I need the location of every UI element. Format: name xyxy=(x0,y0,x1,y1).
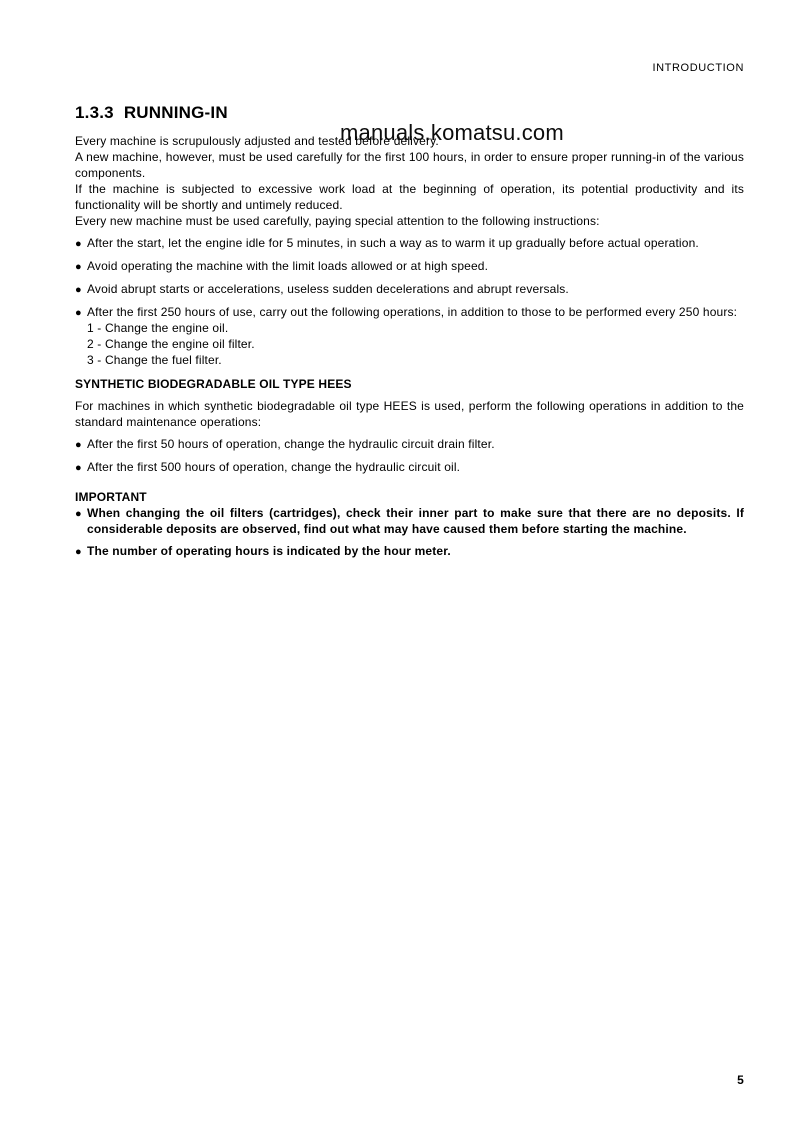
bullet-icon: ● xyxy=(75,462,82,474)
bullet-icon: ● xyxy=(75,439,82,451)
hees-paragraph: For machines in which synthetic biodegradable oil type HEES is used, perform the following operations in addition to the standard maintenance operations: xyxy=(75,399,744,429)
page-number: 5 xyxy=(737,1073,744,1087)
operation-item: 1 - Change the engine oil. xyxy=(87,321,229,335)
page-content xyxy=(75,103,744,565)
list-item xyxy=(75,304,744,368)
list-item xyxy=(75,543,744,559)
bullet-icon: ● xyxy=(75,508,82,520)
important-list xyxy=(75,505,744,559)
important-notice xyxy=(75,489,744,559)
list-item-text: Avoid operating the machine with the limit loads allowed or at high speed. xyxy=(87,259,489,273)
bullet-icon: ● xyxy=(75,261,82,273)
intro-paragraph: Every machine is scrupulously adjusted and tested before delivery. xyxy=(75,134,439,148)
list-item xyxy=(75,281,744,297)
bullet-icon: ● xyxy=(75,546,82,558)
list-item xyxy=(75,459,744,475)
running-header: INTRODUCTION xyxy=(652,62,744,74)
list-item-text: After the first 250 hours of use, carry out the following operations, in addition to those to be performed every 250 hours: xyxy=(87,305,738,319)
intro-paragraph: Every new machine must be used carefully, paying special attention to the following instructions: xyxy=(75,214,600,228)
section-number: 1.3.3 xyxy=(75,103,114,122)
running-in-instructions xyxy=(75,235,744,368)
bullet-icon: ● xyxy=(75,238,82,250)
list-item xyxy=(75,258,744,274)
list-item-text: When changing the oil filters (cartridges), check their inner part to make sure that there are no deposits. If considerable deposits are observed, find out what may have caused them before starting the machine. xyxy=(87,506,744,536)
section-title: RUNNING-IN xyxy=(123,103,228,122)
operation-item: 2 - Change the engine oil filter. xyxy=(87,337,255,351)
intro-paragraph: A new machine, however, must be used carefully for the first 100 hours, in order to ensure proper running-in of the various components. xyxy=(75,150,744,180)
list-item-text: After the start, let the engine idle for 5 minutes, in such a way as to warm it up gradually before actual operation. xyxy=(87,236,699,250)
bullet-icon: ● xyxy=(75,307,82,319)
list-item-text: Avoid abrupt starts or accelerations, useless sudden decelerations and abrupt reversals. xyxy=(87,282,569,296)
intro-paragraph: If the machine is subjected to excessive work load at the beginning of operation, its potential productivity and its functionality will be shortly and untimely reduced. xyxy=(75,182,744,212)
list-item xyxy=(75,436,744,452)
list-item-text: After the first 50 hours of operation, change the hydraulic circuit drain filter. xyxy=(87,437,495,451)
hees-heading: SYNTHETIC BIODEGRADABLE OIL TYPE HEES xyxy=(75,377,352,391)
operation-item: 3 - Change the fuel filter. xyxy=(87,353,222,367)
important-heading: IMPORTANT xyxy=(75,490,147,504)
bullet-icon: ● xyxy=(75,284,82,296)
list-item xyxy=(75,505,744,537)
hees-instructions xyxy=(75,436,744,475)
watermark: manuals.komatsu.com xyxy=(340,120,564,145)
section-heading xyxy=(75,103,744,123)
list-item-text: The number of operating hours is indicated by the hour meter. xyxy=(87,544,451,558)
operations-list xyxy=(87,320,744,368)
list-item-text: After the first 500 hours of operation, change the hydraulic circuit oil. xyxy=(87,460,461,474)
list-item xyxy=(75,235,744,251)
